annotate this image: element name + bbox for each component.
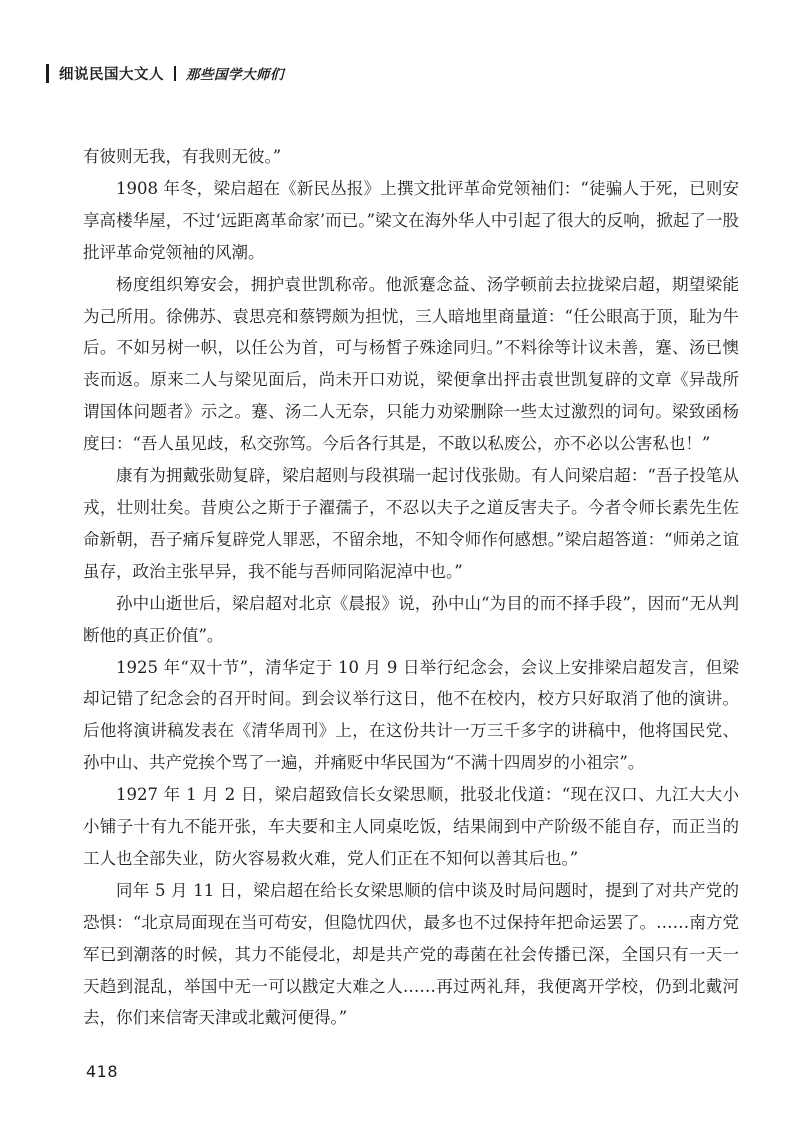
page-number: 418 (86, 1062, 119, 1081)
paragraph: 孙中山逝世后，梁启超对北京《晨报》说，孙中山“为目的而不择手段”，因而“无从判断他的真正价值”。 (83, 593, 739, 645)
paragraph: 杨度组织筹安会，拥护袁世凯称帝。他派蹇念益、汤学顿前去拉拢梁启超，期望梁能为己所用。徐佛苏、袁思亮和蔡锷颇为担忧，三人暗地里商量道：“任公眼高于顶，耻为牛后。不如另树一帜，以任公为首，可与杨皙子殊途同归。”不料徐等计议未善，蹇、汤已懊丧而返。原来二人与梁见面后，尚未开口劝说，梁便拿出抨击袁世凯复辟的文章《异哉所谓国体问题者》示之。蹇、汤二人无奈，只能力劝梁删除一些太过激烈的词句。梁致函杨度曰：“吾人虽见歧，私交弥笃。今后各行其是，不敢以私废公，亦不必以公害私也！” (83, 274, 739, 454)
paragraph: 1908 年冬，梁启超在《新民丛报》上撰文批评革命党领袖们：“徒骗人于死，已则安享高楼华屋，不过‘远距离革命家’而已。”梁文在海外华人中引起了很大的反响，掀起了一股批评革命党领袖的风潮。 (83, 178, 739, 262)
paragraph: 1927 年 1 月 2 日，梁启超致信长女梁思顺，批驳北伐道：“现在汉口、九江大大小小铺子十有九不能开张，车夫要和主人同桌吃饭，结果闹到中产阶级不能自存，而正当的工人也全部失业，防火容易救火难，党人们正在不知何以善其后也。” (83, 785, 739, 868)
header-bar-marker (46, 64, 49, 83)
chapter-title: 那些国学大师们 (186, 67, 284, 83)
body-text (83, 141, 739, 1034)
book-title: 细说民国大文人 (59, 66, 164, 83)
running-header (46, 60, 284, 86)
paragraph-continued: 有彼则无我，有我则无彼。” (83, 147, 282, 166)
paragraph: 1925 年“双十节”，清华定于 10 月 9 日举行纪念会，会议上安排梁启超发言，但梁却记错了纪念会的召开时间。到会议举行这日，他不在校内，校方只好取消了他的演讲。后他将演讲稿发表在《清华周刊》上，在这份共计一万三千多字的讲稿中，他将国民党、孙中山、共产党挨个骂了一遍，并痛贬中华民国为“不满十四周岁的小祖宗”。 (83, 657, 739, 773)
header-separator (174, 66, 176, 81)
paragraph: 同年 5 月 11 日，梁启超在给长女梁思顺的信中谈及时局问题时，提到了对共产党的恐惧：“北京局面现在当可苟安，但隐忧四伏，最多也不过保持年把命运罢了。……南方党军已到潮落的时候，其力不能侵北，却是共产党的毒菌在社会传播已深，全国只有一天一天趋到混乱，举国中无一可以戡定大难之人……再过两礼拜，我便离开学校，仍到北戴河去，你们来信寄天津或北戴河便得。” (83, 880, 739, 1028)
paragraph: 康有为拥戴张勋复辟，梁启超则与段祺瑞一起讨伐张勋。有人问梁启超：“吾子投笔从戎，壮则壮矣。昔庾公之斯于子濯孺子，不忍以夫子之道反害夫子。今者令师长素先生佐命新朝，吾子痛斥复辟党人罪恶，不留余地，不知令师作何感想。”梁启超答道：“师弟之谊虽存，政治主张早异，我不能与吾师同陷泥淖中也。” (83, 466, 739, 581)
